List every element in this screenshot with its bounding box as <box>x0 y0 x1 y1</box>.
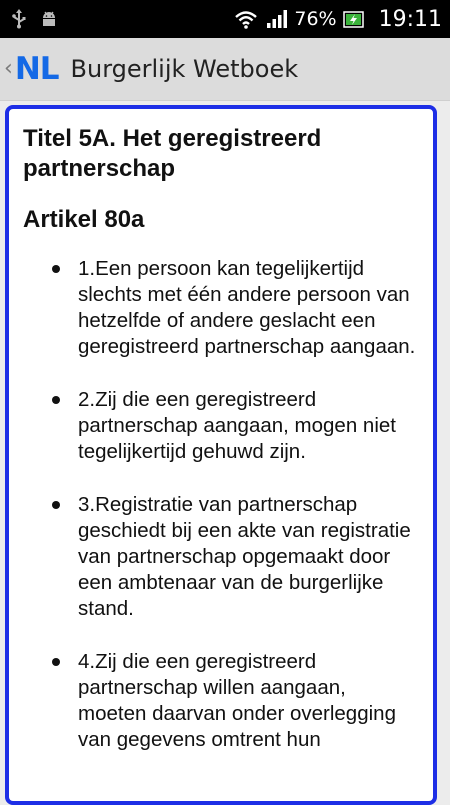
bullet-icon <box>52 265 60 273</box>
android-icon <box>40 10 58 28</box>
list-item <box>23 649 419 753</box>
battery-charging-icon <box>343 9 365 29</box>
app-logo: NL <box>14 51 59 87</box>
app-title: Burgerlijk Wetboek <box>70 55 299 83</box>
signal-icon <box>266 9 288 29</box>
chevron-left-icon: ‹ <box>4 56 13 81</box>
list-item <box>23 492 419 622</box>
bullet-icon <box>52 501 60 509</box>
list-item-text: 2.Zij die een geregistreerd partnerschap aangaan, mogen niet tegelijkertijd gehuwd zijn. <box>78 388 396 463</box>
list-item-text: 3.Registratie van partnerschap geschiedt bij een akte van registratie van partnerschap opgemaakt door een ambtenaar van de burgerlijke stand. <box>78 493 411 620</box>
up-navigation[interactable] <box>0 51 59 87</box>
action-bar <box>0 38 450 101</box>
article-heading: Artikel 80a <box>23 206 145 233</box>
list-item-text: 1.Een persoon kan tegelijkertijd slechts met één andere persoon van hetzelfde of andere geslacht een geregistreerd partnerschap aangaan. <box>78 257 416 358</box>
section-title: Titel 5A. Het geregistreerd partnerschap <box>23 125 322 182</box>
bullet-icon <box>52 396 60 404</box>
battery-percent: 76% <box>294 8 337 30</box>
list-item-text: 4.Zij die een geregistreerd partnerschap willen aangaan, moeten daarvan onder overlegging van gegevens omtrent hun <box>78 650 396 751</box>
list-item <box>23 387 419 465</box>
clock: 19:11 <box>378 6 442 32</box>
article-items <box>23 256 419 753</box>
usb-icon <box>12 9 26 29</box>
wifi-icon <box>234 9 258 29</box>
status-bar <box>0 0 450 38</box>
article-card[interactable] <box>5 105 437 805</box>
bullet-icon <box>52 658 60 666</box>
list-item <box>23 256 419 360</box>
